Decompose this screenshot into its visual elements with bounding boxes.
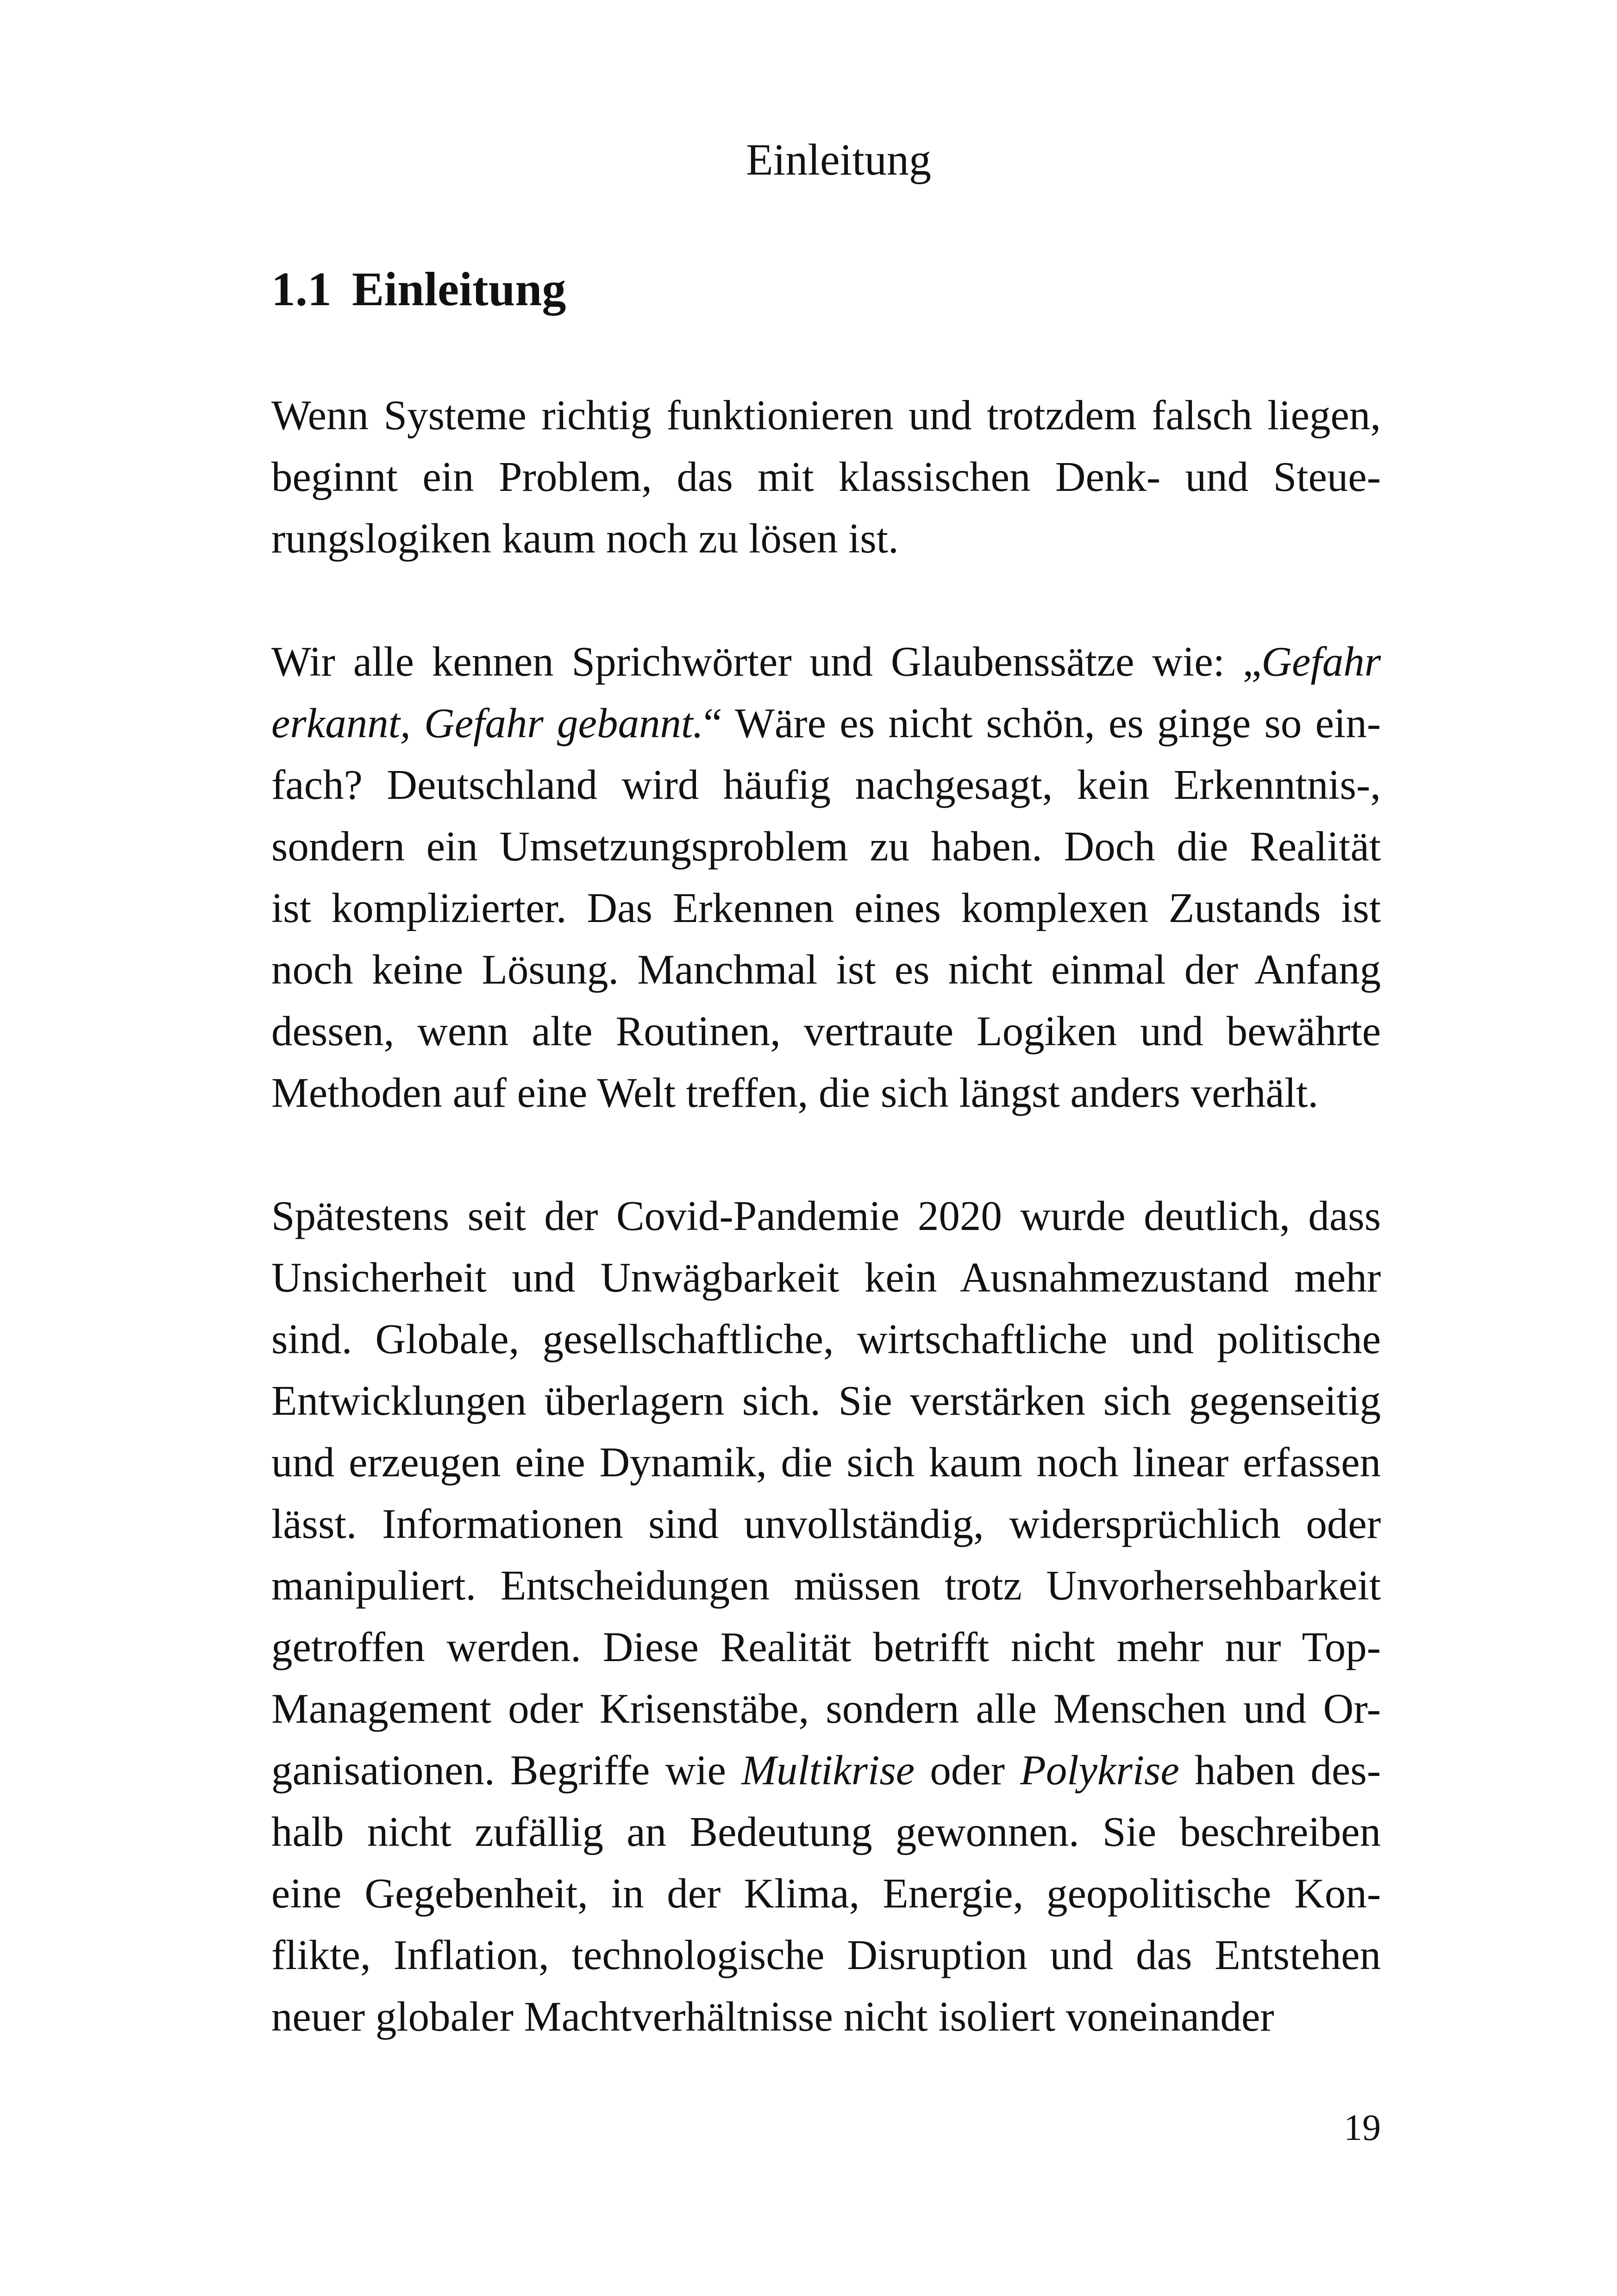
paragraph-1	[271, 384, 1381, 569]
text-run: ganisationen. Begriffe wie	[271, 1747, 742, 1794]
text-line: eine Gegebenheit, in der Klima, Energie, geopolitische Kon-	[271, 1870, 1381, 1917]
text-line: sind. Globale, gesellschaftliche, wirtschaftliche und politische	[271, 1316, 1381, 1362]
text-line: noch keine Lösung. Manchmal ist es nicht einmal der Anfang	[271, 946, 1381, 993]
text-line: beginnt ein Problem, das mit klassischen Denk- und Steue-	[271, 453, 1381, 500]
section-number: 1.1	[271, 263, 332, 316]
text-run: haben des-	[1179, 1747, 1381, 1794]
text-line: Unsicherheit und Unwägbarkeit kein Ausnahmezustand mehr	[271, 1254, 1381, 1301]
text-line: ist komplizierter. Das Erkennen eines komplexen Zustands ist	[271, 885, 1381, 931]
text-line	[271, 692, 1381, 754]
text-line: lässt. Informationen sind unvollständig, widersprüchlich oder	[271, 1500, 1381, 1547]
text-line: halb nicht zufällig an Bedeutung gewonnen. Sie beschreiben	[271, 1808, 1381, 1855]
text-line	[271, 1739, 1381, 1801]
text-run: “ Wäre es nicht schön, es ginge so ein-	[703, 700, 1381, 747]
text-line: flikte, Inflation, technologische Disruption und das Entstehen	[271, 1932, 1381, 1978]
text-line: rungslogiken kaum noch zu lösen ist.	[271, 515, 899, 562]
text-line	[271, 631, 1381, 692]
text-line: manipuliert. Entscheidungen müssen trotz Unvorhersehbarkeit	[271, 1562, 1381, 1609]
paragraph-3	[271, 1185, 1381, 2047]
text-line: dessen, wenn alte Routinen, vertraute Logiken und bewährte	[271, 1008, 1381, 1054]
section-heading	[271, 259, 566, 320]
proverb-quote: erkannt, Gefahr gebannt.	[271, 700, 703, 747]
text-run: oder	[915, 1747, 1021, 1794]
text-line: getroffen werden. Diese Realität betrifft nicht mehr nur Top-	[271, 1624, 1381, 1670]
text-line: und erzeugen eine Dynamik, die sich kaum noch linear erfassen	[271, 1439, 1381, 1486]
text-line: Wenn Systeme richtig funktionieren und trotzdem falsch liegen,	[271, 392, 1381, 439]
proverb-quote: Gefahr	[1261, 638, 1381, 685]
body-text	[271, 384, 1381, 2109]
section-title: Einleitung	[352, 263, 566, 316]
text-line: sondern ein Umsetzungsproblem zu haben. Doch die Realität	[271, 823, 1381, 870]
text-line: Methoden auf eine Welt treffen, die sich längst anders verhält.	[271, 1069, 1319, 1116]
term-polykrise: Polykrise	[1020, 1747, 1179, 1794]
running-header: Einleitung	[746, 135, 931, 184]
text-line: fach? Deutschland wird häufig nachgesagt, kein Erkenntnis-,	[271, 761, 1381, 808]
page-number: 19	[1344, 2108, 1381, 2148]
text-line: Spätestens seit der Covid-Pandemie 2020 wurde deutlich, dass	[271, 1192, 1381, 1239]
text-line: Entwicklungen überlagern sich. Sie verstärken sich gegenseitig	[271, 1377, 1381, 1424]
text-line: neuer globaler Machtverhältnisse nicht isoliert voneinander	[271, 1993, 1274, 2040]
text-run: Wir alle kennen Sprichwörter und Glaubenssätze wie: „	[271, 638, 1262, 685]
text-line: Management oder Krisenstäbe, sondern alle Menschen und Or-	[271, 1685, 1381, 1732]
paragraph-2	[271, 631, 1381, 1123]
term-multikrise: Multikrise	[741, 1747, 915, 1794]
